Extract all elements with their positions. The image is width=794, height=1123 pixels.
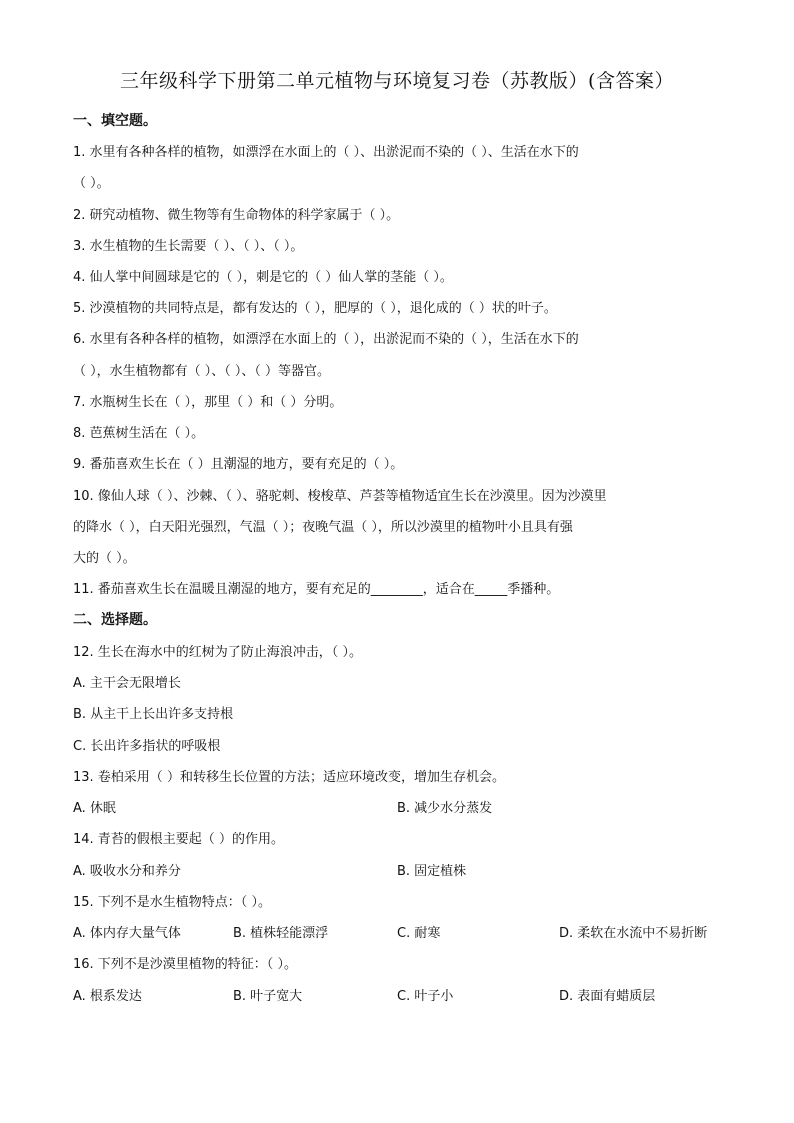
question-13-option-b: B. 减少水分蒸发 bbox=[397, 801, 493, 816]
question-9: 9. 番茄喜欢生长在（ ）且潮湿的地方，要有充足的（ ）。 bbox=[73, 457, 404, 472]
question-14-option-b: B. 固定植株 bbox=[397, 864, 467, 879]
question-1-cont: （ ）。 bbox=[73, 176, 110, 191]
question-1: 1. 水里有各种各样的植物，如漂浮在水面上的（ ）、出淤泥而不染的（ ）、生活在水下的 bbox=[73, 145, 579, 160]
question-12-option-c: C. 长出许多指状的呼吸根 bbox=[73, 739, 221, 754]
question-16-option-c: C. 叶子小 bbox=[397, 989, 454, 1004]
question-6: 6. 水里有各种各样的植物，如漂浮在水面上的（ ），出淤泥而不染的（ ），生活在水下的 bbox=[73, 332, 579, 347]
question-10-cont2: 大的（ ）。 bbox=[73, 551, 136, 566]
question-16-option-b: B. 叶子宽大 bbox=[233, 989, 303, 1004]
question-5: 5. 沙漠植物的共同特点是，都有发达的（ ），肥厚的（ ），退化成的（ ）状的叶子。 bbox=[73, 301, 557, 316]
question-10: 10. 像仙人球（ ）、沙棘、（ ）、骆驼刺、梭梭草、芦荟等植物适宜生长在沙漠里。因为沙漠里 bbox=[73, 489, 607, 504]
question-11: 11. 番茄喜欢生长在温暖且潮湿的地方，要有充足的________，适合在_____季播种。 bbox=[73, 582, 560, 597]
question-15-option-b: B. 植株轻能漂浮 bbox=[233, 926, 329, 941]
question-16-option-d: D. 表面有蜡质层 bbox=[559, 989, 656, 1004]
question-12-option-a: A. 主干会无限增长 bbox=[73, 676, 181, 691]
question-13: 13. 卷柏采用（ ）和转移生长位置的方法；适应环境改变，增加生存机会。 bbox=[73, 770, 505, 785]
section-choice-heading: 二、选择题。 bbox=[73, 612, 157, 628]
question-7: 7. 水瓶树生长在（ ），那里（ ）和（ ）分明。 bbox=[73, 395, 343, 410]
question-4: 4. 仙人掌中间圆球是它的（ ），刺是它的（ ）仙人掌的茎能（ ）。 bbox=[73, 270, 453, 285]
question-12: 12. 生长在海水中的红树为了防止海浪冲击，（ ）。 bbox=[73, 645, 362, 660]
page-title: 三年级科学下册第二单元植物与环境复习卷（苏教版）(含答案） bbox=[120, 70, 674, 92]
question-6-cont: （ ），水生植物都有（ ）、（ ）、（ ）等器官。 bbox=[73, 364, 331, 379]
section-fill-blank-heading: 一、填空题。 bbox=[73, 113, 157, 129]
question-12-option-b: B. 从主干上长出许多支持根 bbox=[73, 707, 234, 722]
question-15-option-d: D. 柔软在水流中不易折断 bbox=[559, 926, 708, 941]
question-14-option-a: A. 吸收水分和养分 bbox=[73, 864, 181, 879]
question-16: 16. 下列不是沙漠里植物的特征：（ ）。 bbox=[73, 957, 297, 972]
question-15-option-a: A. 体内存大量气体 bbox=[73, 926, 181, 941]
question-15: 15. 下列不是水生植物特点：（ ）。 bbox=[73, 895, 271, 910]
question-10-cont: 的降水（ ），白天阳光强烈，气温（ ）；夜晚气温（ ），所以沙漠里的植物叶小且具有强 bbox=[73, 520, 573, 535]
question-16-option-a: A. 根系发达 bbox=[73, 989, 142, 1004]
question-14: 14. 青苔的假根主要起（ ）的作用。 bbox=[73, 832, 284, 847]
question-15-option-c: C. 耐寒 bbox=[397, 926, 441, 941]
question-13-option-a: A. 休眠 bbox=[73, 801, 116, 816]
question-2: 2. 研究动植物、微生物等有生命物体的科学家属于（ ）。 bbox=[73, 208, 400, 223]
question-3: 3. 水生植物的生长需要（ ）、（ ）、（ ）。 bbox=[73, 239, 304, 254]
question-8: 8. 芭蕉树生活在（ ）。 bbox=[73, 426, 205, 441]
